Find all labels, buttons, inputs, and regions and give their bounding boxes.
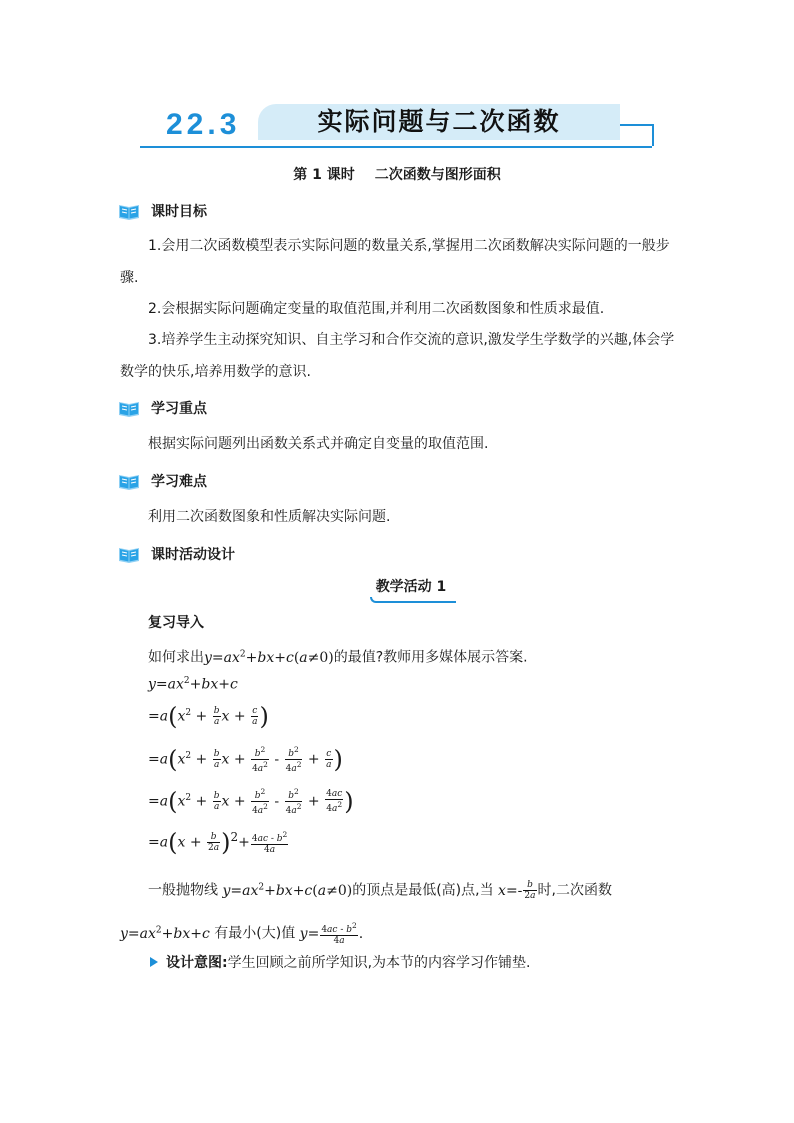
chapter-title: 实际问题与二次函数	[317, 107, 561, 136]
extreme-value-formula: y= $\frac{4ac - b^2}{4a}$ .	[299, 921, 364, 947]
lesson-heading	[0, 164, 794, 184]
header-rule	[140, 146, 652, 148]
conclusion-2a: 有最小(大)值	[214, 925, 296, 942]
conclusion-line-2	[120, 914, 363, 950]
design-label: 设计意图:	[166, 955, 228, 971]
section-title: 课时活动设计	[151, 547, 235, 563]
derivation-line-1: $y=ax^2+bx+c$	[148, 676, 238, 693]
lesson-label: 第 1 课时	[293, 167, 355, 183]
difficulties-text: 利用二次函数图象和性质解决实际问题.	[148, 509, 391, 525]
activity-intro	[148, 638, 528, 674]
header-rule-end	[652, 124, 654, 146]
lesson-title: 二次函数与图形面积	[374, 167, 501, 183]
objective-item-1: 1.会用二次函数模型表示实际问题的数量关系,掌握用二次函数解决实际问题的一般步骤.	[120, 238, 670, 286]
conclusion-line-1	[148, 871, 612, 907]
key-points-text: 根据实际问题列出函数关系式并确定自变量的取值范围.	[148, 436, 489, 452]
section-key-points	[118, 398, 207, 418]
section-title: 学习难点	[151, 474, 207, 490]
conclusion-1a: 一般抛物线	[148, 882, 218, 899]
intro-prefix: 如何求出	[148, 649, 204, 666]
section-activity-design	[118, 544, 235, 564]
section-title: 学习重点	[151, 401, 207, 417]
header-rule-tick	[620, 124, 652, 126]
triangle-icon	[150, 957, 158, 967]
section-difficulties	[118, 471, 207, 491]
section-title: 课时目标	[151, 204, 207, 220]
book-icon	[118, 399, 140, 417]
objective-item-3: 3.培养学生主动探究知识、自主学习和合作交流的意识,激发学生学数学的兴趣,体会学数学的快乐,培养用数学的意识.	[120, 332, 675, 380]
activity-subheading: 复习导入	[148, 615, 204, 631]
intro-formula: $y=ax^2+bx+c(a\ne 0)$	[204, 649, 334, 666]
parabola-formula: $y=ax^2+bx+c(a\ne 0)$	[222, 882, 353, 899]
function-formula: $y=ax^2+bx+c$	[120, 925, 210, 942]
conclusion-1c: 时,二次函数	[537, 882, 612, 899]
vertex-x-formula: x=- $\frac{b}{2a}$	[498, 880, 536, 902]
chapter-number: 22.3	[166, 108, 241, 141]
design-intent	[150, 952, 531, 972]
derivation-line-3: $=a(x^2$ + $\frac{b}{a}$ x + $\frac{b^2}{4a^2}$ - $\frac{b^2}{4a^2}$ + $\frac{c}{a}$ )	[148, 745, 343, 774]
intro-suffix: 的最值?教师用多媒体展示答案.	[333, 649, 528, 666]
conclusion-1b: 的顶点是最低(高)点,当	[352, 882, 494, 899]
derivation-line-4: $=a(x^2$ + $\frac{b}{a}$ x + $\frac{b^2}{4a^2}$ - $\frac{b^2}{4a^2}$ + $\frac{4ac}{4a^2}$ )	[148, 787, 354, 816]
activity-underline	[370, 597, 456, 603]
book-icon	[118, 472, 140, 490]
activity-label: 教学活动 1	[375, 579, 447, 595]
book-icon	[118, 202, 140, 220]
design-text: 学生回顾之前所学知识,为本节的内容学习作铺垫.	[227, 955, 531, 971]
derivation-line-2: $=a(x^2$ + $\frac{b}{a}$ x + $\frac{c}{a}$ )	[148, 702, 269, 731]
objective-item-2: 2.会根据实际问题确定变量的取值范围,并利用二次函数图象和性质求最值.	[148, 301, 605, 317]
section-objectives	[118, 201, 207, 221]
derivation-line-5: =a(x + $\frac{b}{2a}$ )2+ $\frac{4ac - b^2}{4a}$	[148, 828, 288, 857]
book-icon	[118, 545, 140, 563]
